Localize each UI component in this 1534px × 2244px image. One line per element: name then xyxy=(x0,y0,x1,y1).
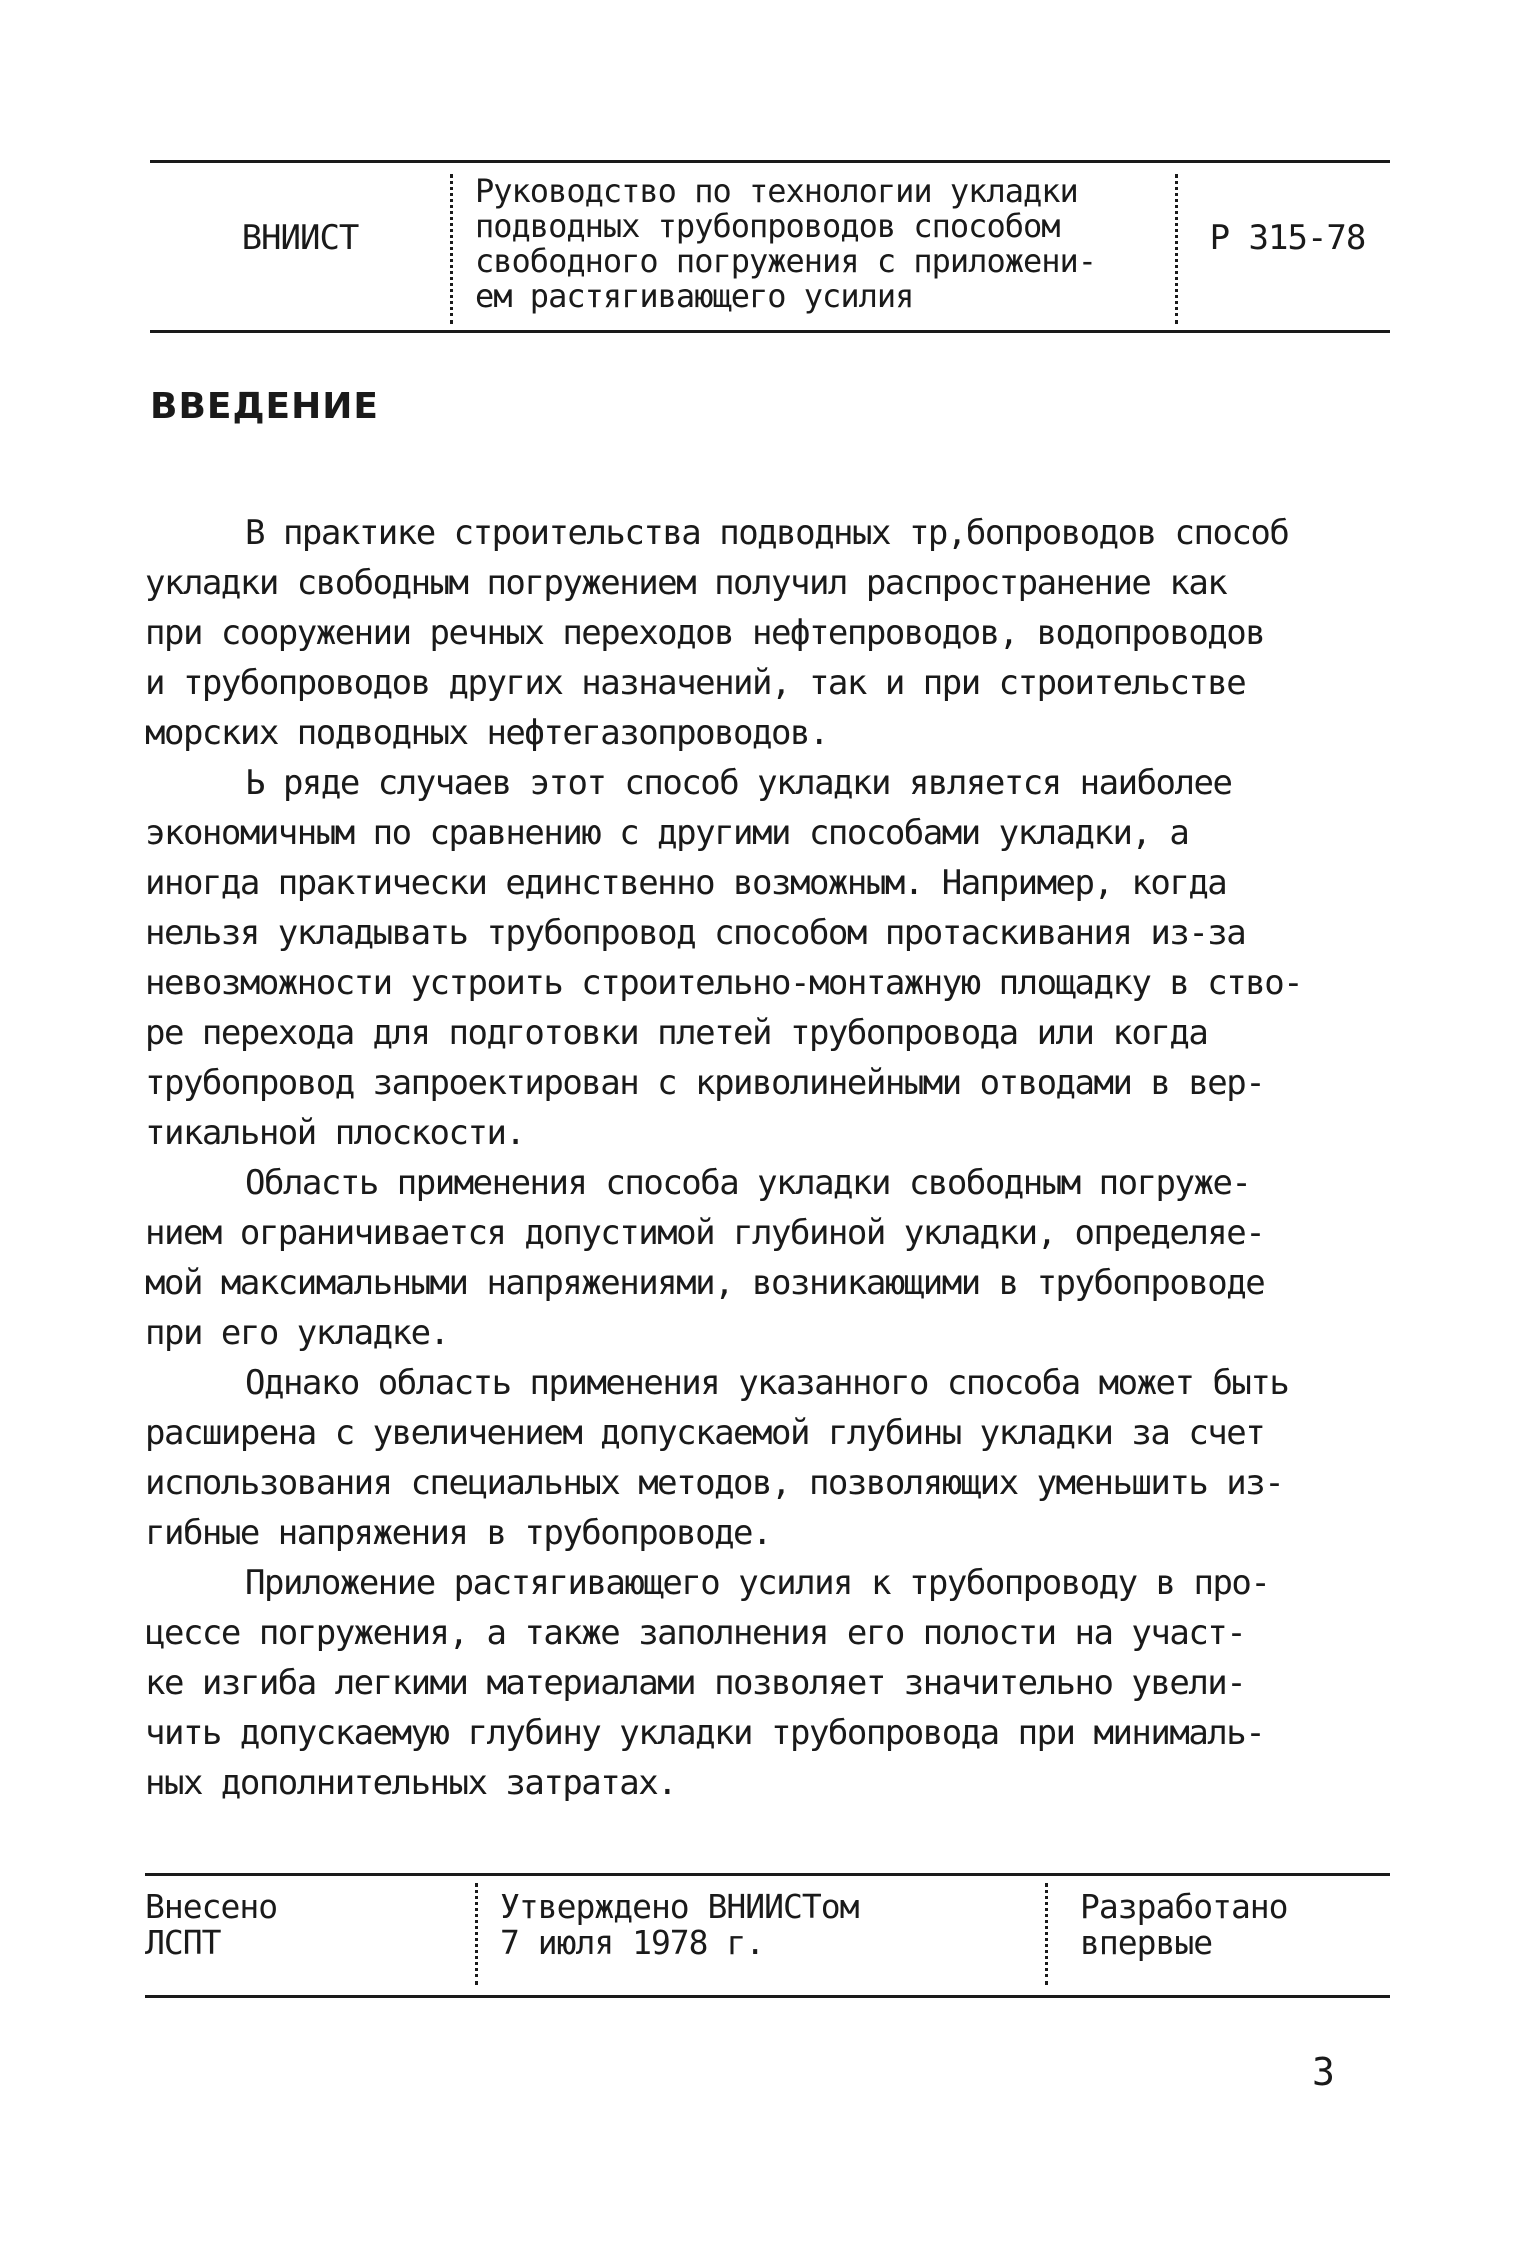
paragraph xyxy=(145,1358,1395,1558)
page-number: 3 xyxy=(1312,2050,1335,2094)
approved-by-line: 7 июля 1978 г. xyxy=(500,1923,765,1962)
text-line: цессе погружения, а также заполнения его полости на участ- xyxy=(145,1613,1246,1653)
document-title-line: свободного погружения с приложени- xyxy=(475,242,1097,280)
document-title-line: подводных трубопроводов способом xyxy=(475,207,1060,245)
header-top-rule xyxy=(150,160,1390,163)
text-line: Однако область применения указанного способа может быть xyxy=(245,1363,1289,1403)
text-line: тикальной плоскости. xyxy=(145,1113,525,1153)
document-title-line: ем растягивающего усилия xyxy=(475,277,914,315)
developed-status-line: впервые xyxy=(1080,1923,1213,1962)
text-line: трубопровод запроектирован с криволинейными отводами в вер- xyxy=(145,1063,1265,1103)
paragraph xyxy=(145,1558,1395,1808)
developed-status xyxy=(1080,1889,1288,1961)
document-footer xyxy=(145,1873,1390,2003)
introduced-by-line: ЛСПТ xyxy=(145,1923,221,1962)
introduced-by xyxy=(145,1889,277,1961)
paragraph xyxy=(145,758,1395,1158)
organization-name: ВНИИСТ xyxy=(241,218,359,258)
header-separator-left xyxy=(450,174,453,324)
section-title: ВВЕДЕНИЕ xyxy=(150,386,379,427)
text-line: гибные напряжения в трубопроводе. xyxy=(145,1513,772,1553)
text-line: Ь ряде случаев этот способ укладки является наиболее xyxy=(245,763,1232,803)
text-line: невозможности устроить строительно-монтажную площадку в ство- xyxy=(145,963,1303,1003)
footer-top-rule xyxy=(145,1873,1390,1876)
header-separator-right xyxy=(1175,174,1178,324)
text-line: при его укладке. xyxy=(145,1313,449,1353)
approved-by-line: Утверждено ВНИИСТом xyxy=(500,1887,859,1926)
document-header xyxy=(150,160,1390,335)
text-line: и трубопроводов других назначений, так и при строительстве xyxy=(145,663,1246,703)
text-line: чить допускаемую глубину укладки трубопровода при минималь- xyxy=(145,1713,1265,1753)
footer-separator-left xyxy=(475,1883,478,1985)
document-code: Р 315-78 xyxy=(1209,218,1366,258)
paragraph xyxy=(145,1158,1395,1358)
text-line: экономичным по сравнению с другими способами укладки, а xyxy=(145,813,1189,853)
footer-bottom-rule xyxy=(145,1995,1390,1998)
text-line: нельзя укладывать трубопровод способом протаскивания из-за xyxy=(145,913,1246,953)
text-line: Приложение растягивающего усилия к трубопроводу в про- xyxy=(245,1563,1270,1603)
body-text xyxy=(145,508,1395,1808)
text-line: мой максимальными напряжениями, возникающими в трубопроводе xyxy=(145,1263,1265,1303)
approved-by xyxy=(500,1889,859,1961)
text-line: укладки свободным погружением получил распространение как xyxy=(145,563,1227,603)
document-title-line: Руководство по технологии укладки xyxy=(475,172,1078,210)
text-line: расширена с увеличением допускаемой глубины укладки за счет xyxy=(145,1413,1265,1453)
header-bottom-rule xyxy=(150,330,1390,333)
text-line: использования специальных методов, позволяющих уменьшить из- xyxy=(145,1463,1284,1503)
document-title xyxy=(475,174,1165,314)
text-line: нием ограничивается допустимой глубиной укладки, определяе- xyxy=(145,1213,1265,1253)
text-line: В практике строительства подводных тр,бопроводов способ xyxy=(245,513,1289,553)
text-line: ре перехода для подготовки плетей трубопровода или когда xyxy=(145,1013,1208,1053)
text-line: Область применения способа укладки свободным погруже- xyxy=(245,1163,1251,1203)
text-line: ке изгиба легкими материалами позволяет значительно увели- xyxy=(145,1663,1246,1703)
text-line: иногда практически единственно возможным. Например, когда xyxy=(145,863,1227,903)
developed-status-line: Разработано xyxy=(1080,1887,1288,1926)
introduced-by-line: Внесено xyxy=(145,1887,278,1926)
text-line: при сооружении речных переходов нефтепроводов, водопроводов xyxy=(145,613,1265,653)
footer-separator-right xyxy=(1045,1883,1048,1985)
text-line: ных дополнительных затратах. xyxy=(145,1763,677,1803)
paragraph xyxy=(145,508,1395,758)
text-line: морских подводных нефтегазопроводов. xyxy=(145,713,828,753)
